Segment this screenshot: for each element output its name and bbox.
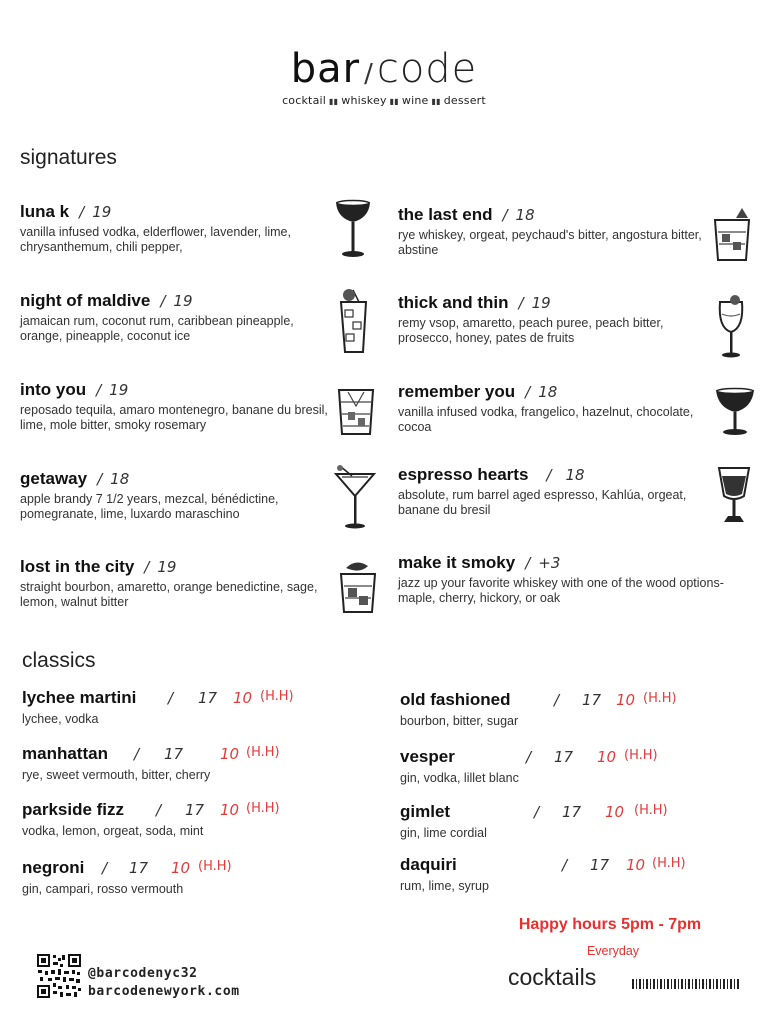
- happy-hour-price: 10: [605, 803, 625, 821]
- item-name: thick and thin: [398, 293, 509, 312]
- section-title-signatures: signatures: [20, 146, 117, 169]
- logo-code: code: [376, 46, 478, 92]
- item-description: rye, sweet vermouth, bitter, cherry: [22, 768, 211, 782]
- price-separator: /: [562, 856, 568, 874]
- price-separator: /: [546, 466, 552, 484]
- price-separator: /: [525, 554, 531, 572]
- item-name: getaway: [20, 469, 88, 488]
- item-price: 19: [109, 381, 129, 399]
- menu-item: [400, 690, 740, 728]
- item-description: rum, lime, syrup: [400, 879, 489, 893]
- item-name: remember you: [398, 382, 516, 401]
- price-separator: /: [502, 206, 508, 224]
- happy-hour-label: (H.H): [198, 859, 232, 874]
- item-name: vesper: [400, 747, 455, 766]
- menu-item: [20, 469, 330, 522]
- logo-slash: /: [364, 59, 373, 89]
- menu-item: [20, 380, 330, 433]
- item-name: daquiri: [400, 855, 457, 874]
- qr-code-icon[interactable]: [36, 953, 82, 999]
- happy-hour-label: (H.H): [246, 801, 280, 816]
- happy-hour-label: (H.H): [643, 691, 677, 706]
- item-price: 17: [590, 856, 610, 874]
- price-separator: /: [97, 470, 103, 488]
- logo: [0, 46, 768, 92]
- item-name: lost in the city: [20, 557, 135, 576]
- happy-hour-label: (H.H): [652, 856, 686, 871]
- item-price: 19: [531, 294, 551, 312]
- item-description: bourbon, bitter, sugar: [400, 714, 519, 728]
- item-description: jazz up your favorite whiskey with one of the wood options- maple, cherry, hickory, or oak: [398, 576, 724, 605]
- separator-icon: ▮▮: [329, 97, 339, 106]
- item-description: lychee, vodka: [22, 712, 99, 726]
- item-name: into you: [20, 380, 87, 399]
- tagline: [0, 94, 768, 107]
- item-price: 19: [157, 558, 177, 576]
- price-separator: /: [156, 801, 162, 819]
- coupe-glass-icon: [333, 198, 373, 260]
- martini-glass-icon: [332, 462, 378, 532]
- happy-hour-label: (H.H): [624, 748, 658, 763]
- item-description: jamaican rum, coconut rum, caribbean pineapple, orange, pineapple, coconut ice: [20, 314, 294, 343]
- item-name: espresso hearts: [398, 465, 529, 484]
- goblet-glass-icon: [716, 462, 752, 526]
- menu-item: [20, 291, 330, 344]
- item-description: absolute, rum barrel aged espresso, Kahlúa, orgeat, banane du bresil: [398, 488, 687, 517]
- price-separator: /: [534, 803, 540, 821]
- tagline-dessert: dessert: [443, 94, 486, 107]
- item-name: lychee martini: [22, 688, 137, 707]
- item-price: 18: [110, 470, 130, 488]
- happy-hours: Happy hours 5pm - 7pm: [518, 916, 702, 933]
- happy-hours-days: Everyday: [586, 944, 640, 958]
- item-price: 17: [164, 745, 184, 763]
- happy-hour-label: (H.H): [260, 689, 294, 704]
- tagline-cocktail: cocktail: [282, 94, 327, 107]
- item-price: 19: [92, 203, 112, 221]
- item-name: luna k: [20, 202, 70, 221]
- happy-hour-price: 10: [626, 856, 646, 874]
- menu-item: [22, 800, 362, 838]
- menu-item: [20, 202, 330, 255]
- barcode-icon: [632, 979, 742, 989]
- separator-icon: ▮▮: [389, 97, 399, 106]
- item-description: reposado tequila, amaro montenegro, banane du bresil, lime, mole bitter, smoky rosemary: [20, 403, 328, 432]
- separator-icon: ▮▮: [431, 97, 441, 106]
- price-separator: /: [160, 292, 166, 310]
- price-separator: /: [134, 745, 140, 763]
- item-price: 17: [129, 859, 149, 877]
- item-name: manhattan: [22, 744, 108, 763]
- item-name: gimlet: [400, 802, 451, 821]
- menu-item: [22, 744, 362, 782]
- item-price: 17: [185, 801, 205, 819]
- item-price: 17: [582, 691, 602, 709]
- menu-item: [398, 293, 708, 346]
- price-separator: /: [518, 294, 524, 312]
- item-name: make it smoky: [398, 553, 516, 572]
- menu-item: [398, 553, 728, 606]
- logo-bar: bar: [290, 46, 361, 92]
- item-name: old fashioned: [400, 690, 511, 709]
- item-name: night of maldive: [20, 291, 151, 310]
- highball-glass-icon: [333, 286, 373, 354]
- item-description: vodka, lemon, orgeat, soda, mint: [22, 824, 204, 838]
- price-separator: /: [168, 689, 174, 707]
- cocktail-glass-icon: [714, 386, 756, 438]
- website-link[interactable]: barcodenewyork.com: [88, 984, 240, 999]
- item-price: 18: [565, 466, 585, 484]
- menu-item: [22, 688, 362, 726]
- happy-hour-label: (H.H): [246, 745, 280, 760]
- item-price: 19: [173, 292, 193, 310]
- price-separator: /: [96, 381, 102, 399]
- happy-hour-price: 10: [616, 691, 636, 709]
- item-description: gin, campari, rosso vermouth: [22, 882, 184, 896]
- item-description: gin, vodka, lillet blanc: [400, 771, 519, 785]
- item-description: apple brandy 7 1/2 years, mezcal, bénédictine, pomegranate, lime, luxardo maraschino: [20, 492, 279, 521]
- item-price: 18: [515, 206, 535, 224]
- price-separator: /: [79, 203, 85, 221]
- item-price: +3: [538, 554, 561, 572]
- tagline-wine: wine: [401, 94, 429, 107]
- rocks-glass-icon: [336, 384, 376, 438]
- item-description: gin, lime cordial: [400, 826, 487, 840]
- menu-item: [400, 802, 740, 840]
- item-description: remy vsop, amaretto, peach puree, peach bitter, prosecco, honey, pates de fruits: [398, 316, 664, 345]
- item-name: parkside fizz: [22, 800, 125, 819]
- happy-hour-label: (H.H): [634, 803, 668, 818]
- item-price: 17: [198, 689, 218, 707]
- price-separator: /: [144, 558, 150, 576]
- item-name: the last end: [398, 205, 493, 224]
- happy-hour-price: 10: [597, 748, 617, 766]
- tagline-whiskey: whiskey: [341, 94, 387, 107]
- happy-hour-price: 10: [171, 859, 191, 877]
- price-separator: /: [526, 748, 532, 766]
- happy-hour-price: 10: [220, 801, 240, 819]
- happy-hour-price: 10: [220, 745, 240, 763]
- menu-item: [398, 465, 708, 518]
- price-separator: /: [525, 383, 531, 401]
- item-price: 18: [538, 383, 558, 401]
- item-description: vanilla infused vodka, frangelico, hazelnut, chocolate, cocoa: [398, 405, 694, 434]
- menu-item: [398, 382, 708, 435]
- price-separator: /: [102, 859, 108, 877]
- happy-hour-price: 10: [233, 689, 253, 707]
- instagram-handle[interactable]: @barcodenyc32: [88, 966, 198, 981]
- menu-item: [22, 858, 362, 896]
- item-price: 17: [562, 803, 582, 821]
- page-label: cocktails: [508, 964, 597, 990]
- wine-glass-icon: [716, 292, 746, 360]
- item-price: 17: [554, 748, 574, 766]
- menu-item: [400, 747, 740, 785]
- item-description: rye whiskey, orgeat, peychaud's bitter, angostura bitter, abstine: [398, 228, 702, 257]
- item-description: straight bourbon, amaretto, orange benedictine, sage, lemon, walnut bitter: [20, 580, 318, 609]
- rocks-glass-lime-icon: [712, 206, 752, 264]
- menu-item: [20, 557, 330, 610]
- old-fashioned-glass-icon: [338, 558, 378, 616]
- price-separator: /: [554, 691, 560, 709]
- menu-item: [398, 205, 708, 258]
- item-description: vanilla infused vodka, elderflower, lavender, lime, chrysanthemum, chili pepper,: [20, 225, 291, 254]
- section-title-classics: classics: [22, 649, 96, 672]
- menu-item: [400, 855, 740, 893]
- item-name: negroni: [22, 858, 85, 877]
